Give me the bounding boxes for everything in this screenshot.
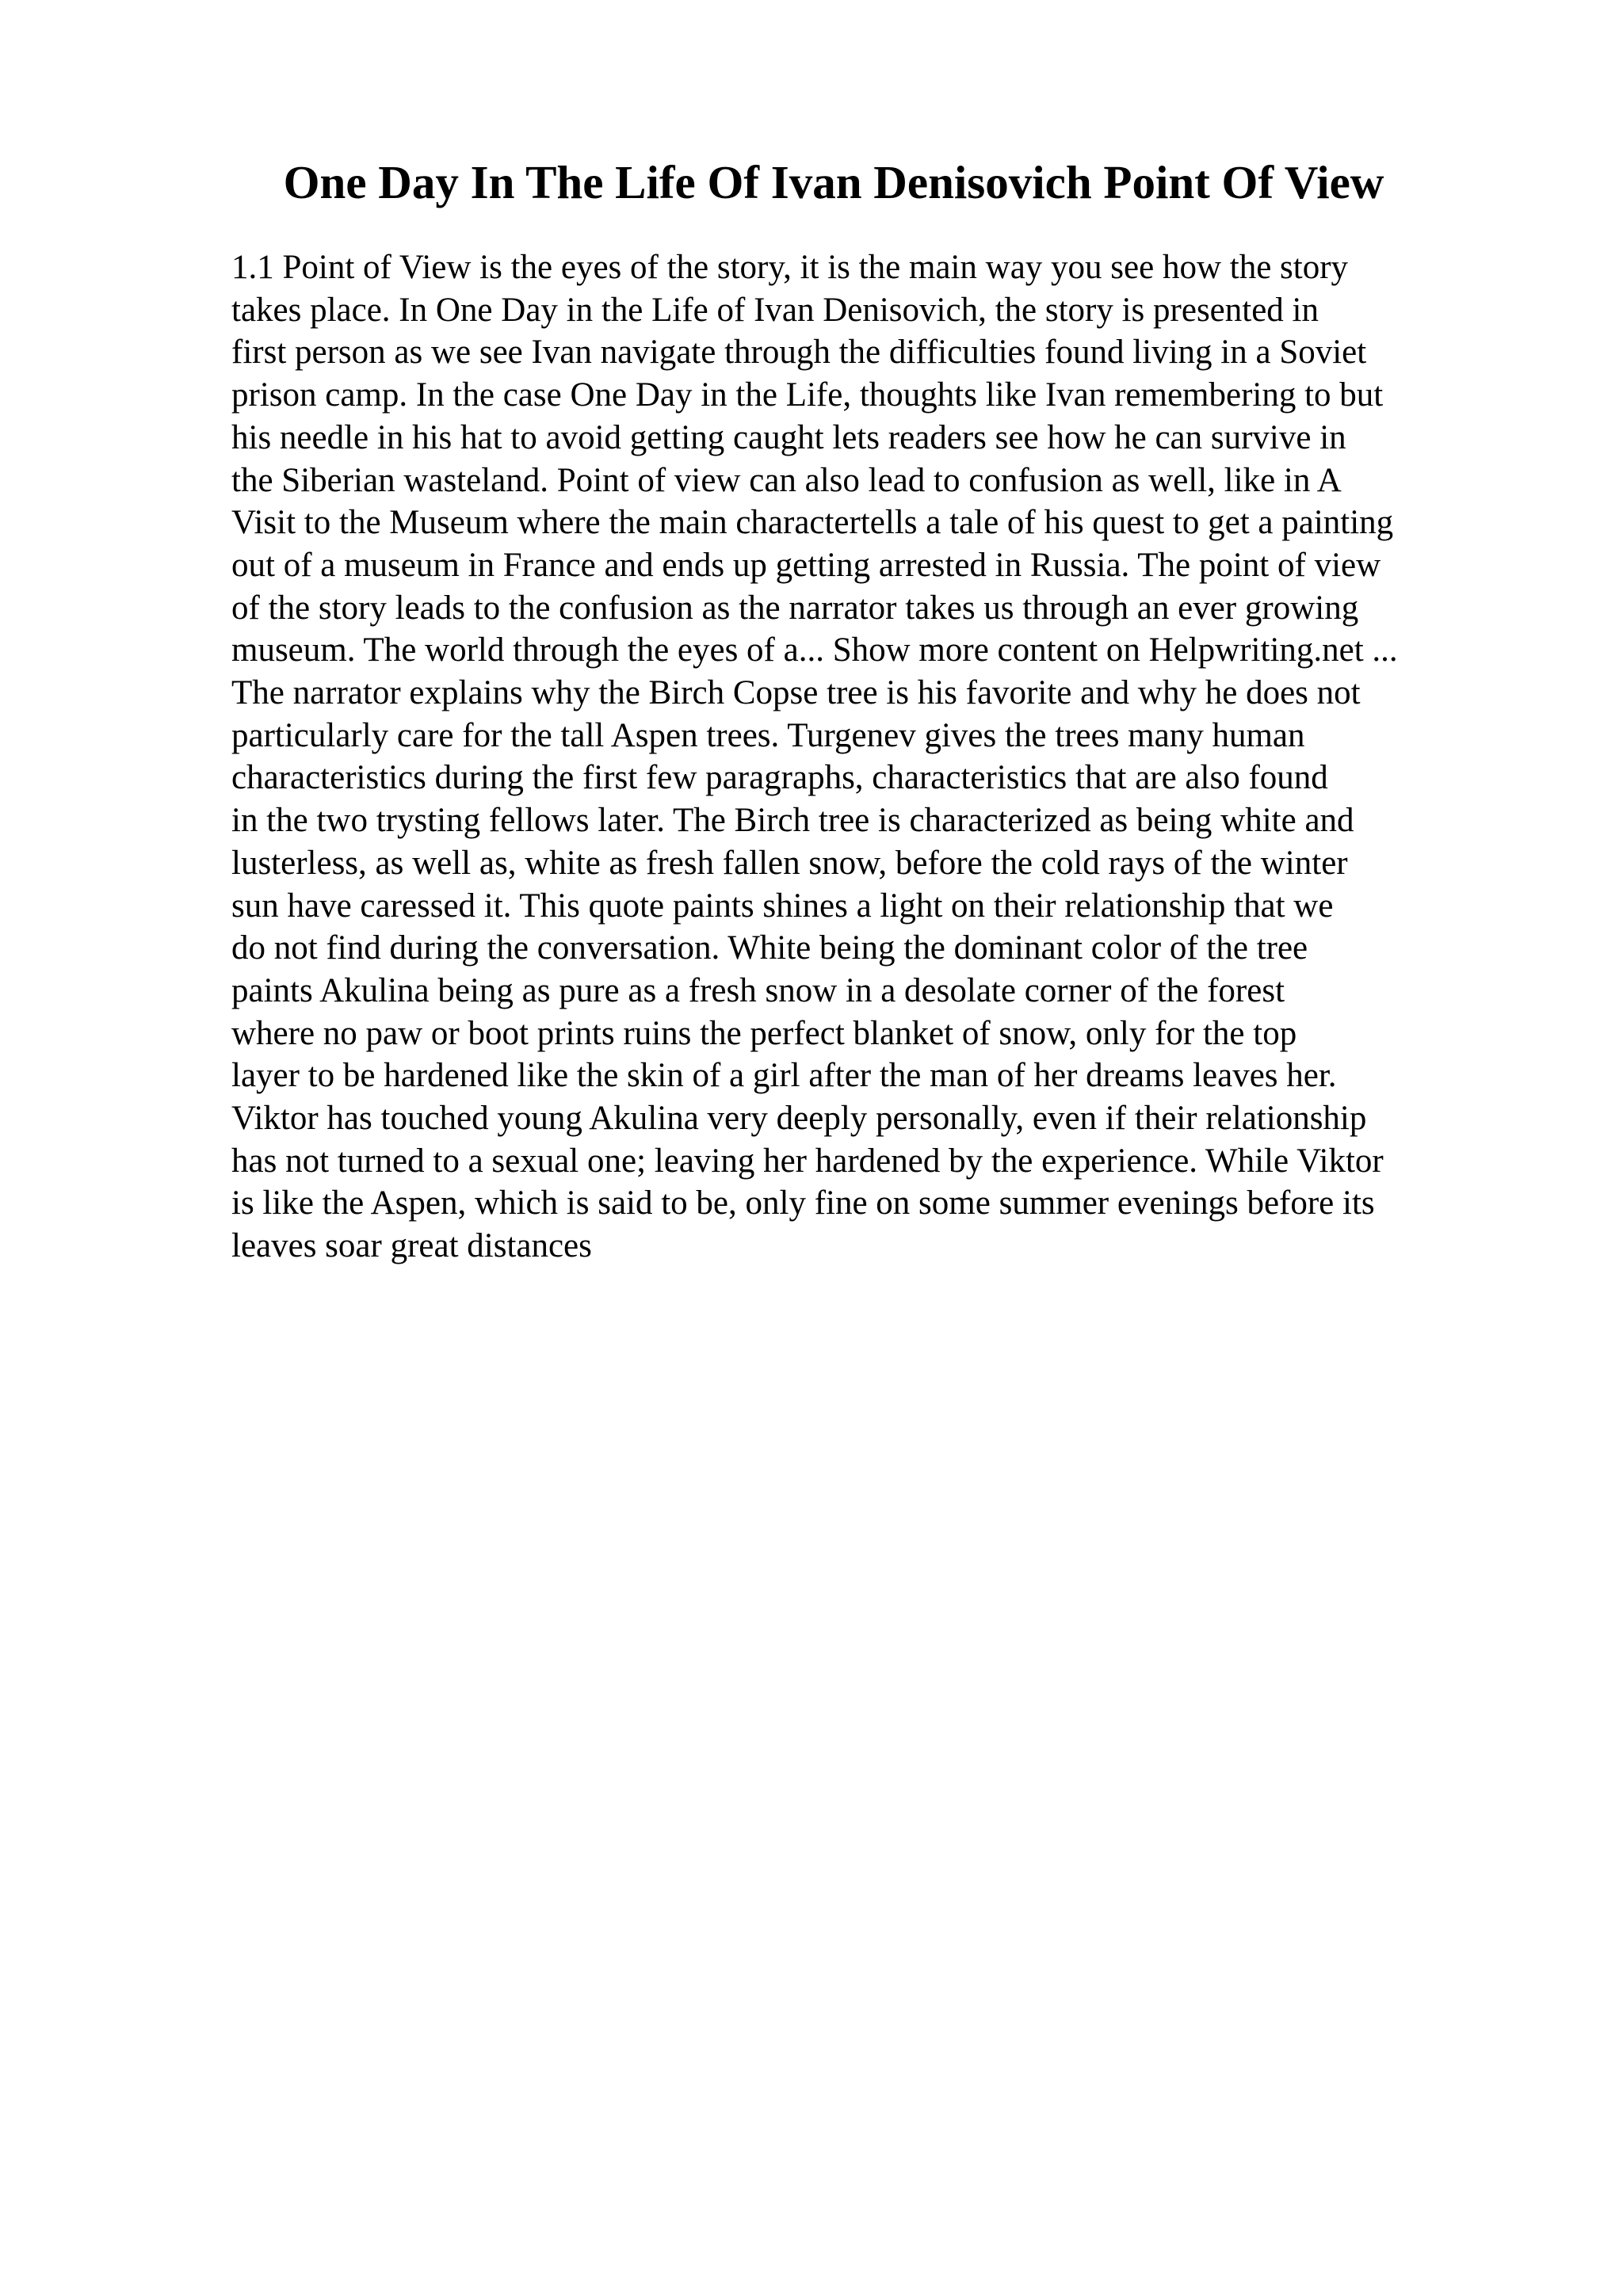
body-line: 1.1 Point of View is the eyes of the story, it is the main way you see how the story bbox=[231, 249, 1349, 286]
body-line: layer to be hardened like the skin of a girl after the man of her dreams leaves her. bbox=[231, 1057, 1337, 1095]
document-body bbox=[231, 246, 1515, 1268]
body-line: particularly care for the tall Aspen trees. Turgenev gives the trees many human bbox=[231, 716, 1305, 754]
body-line: Viktor has touched young Akulina very deeply personally, even if their relationship bbox=[231, 1100, 1367, 1138]
body-line: the Siberian wasteland. Point of view can also lead to confusion as well, like in A bbox=[231, 461, 1342, 499]
body-line: where no paw or boot prints ruins the perfect blanket of snow, only for the top bbox=[231, 1014, 1297, 1052]
body-line: The narrator explains why the Birch Copse tree is his favorite and why he does not bbox=[231, 674, 1361, 712]
body-line: lusterless, as well as, white as fresh fallen snow, before the cold rays of the winter bbox=[231, 844, 1348, 882]
body-line: museum. The world through the eyes of a... Show more content on Helpwriting.net ... bbox=[231, 631, 1398, 669]
body-line: in the two trysting fellows later. The Birch tree is characterized as being white and bbox=[231, 802, 1354, 840]
body-line: out of a museum in France and ends up getting arrested in Russia. The point of view bbox=[231, 546, 1381, 584]
body-line: sun have caressed it. This quote paints shines a light on their relationship that we bbox=[231, 887, 1334, 925]
body-line: prison camp. In the case One Day in the Life, thoughts like Ivan remembering to but bbox=[231, 376, 1384, 414]
body-line: is like the Aspen, which is said to be, only fine on some summer evenings before its bbox=[231, 1184, 1375, 1222]
body-line: has not turned to a sexual one; leaving her hardened by the experience. While Viktor bbox=[231, 1142, 1384, 1180]
body-line: his needle in his hat to avoid getting caught lets readers see how he can survive in bbox=[231, 418, 1346, 456]
body-line: characteristics during the first few paragraphs, characteristics that are also found bbox=[231, 759, 1328, 797]
body-line: leaves soar great distances bbox=[231, 1227, 592, 1265]
body-line: paints Akulina being as pure as a fresh snow in a desolate corner of the forest bbox=[231, 971, 1285, 1009]
body-line: of the story leads to the confusion as the narrator takes us through an ever growing bbox=[231, 589, 1359, 627]
body-line: do not find during the conversation. White being the dominant color of the tree bbox=[231, 929, 1308, 967]
document-title: One Day In The Life Of Ivan Denisovich Point Of View bbox=[283, 156, 1384, 208]
body-line: takes place. In One Day in the Life of Ivan Denisovich, the story is presented in bbox=[231, 291, 1319, 329]
body-line: first person as we see Ivan navigate through the difficulties found living in a Soviet bbox=[231, 334, 1367, 372]
body-line: Visit to the Museum where the main charactertells a tale of his quest to get a painting bbox=[231, 504, 1394, 542]
